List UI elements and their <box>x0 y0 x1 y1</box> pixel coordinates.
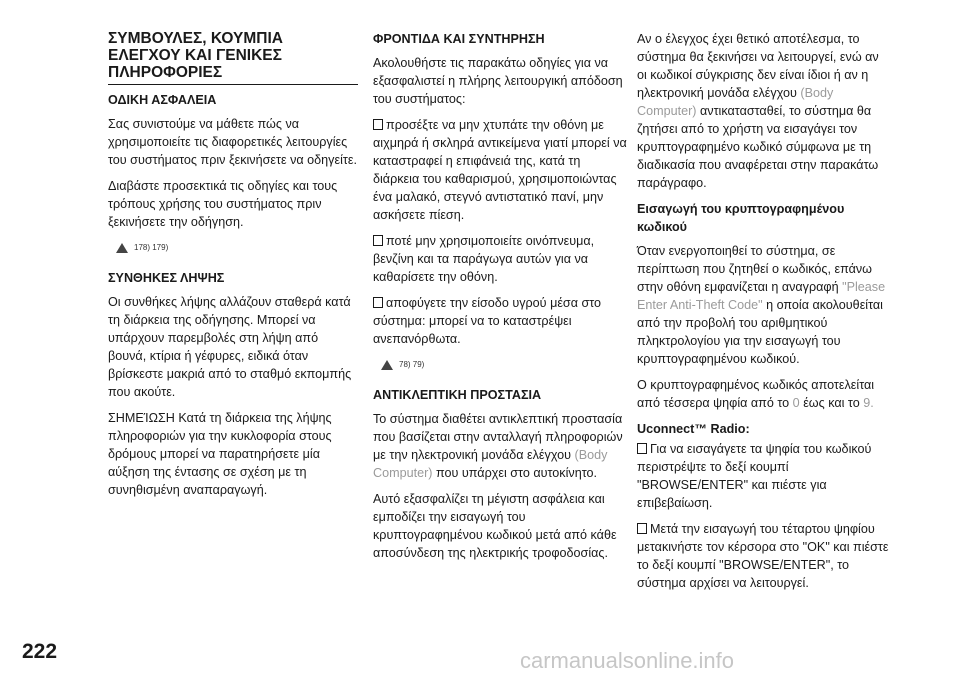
page-number: 222 <box>22 640 58 663</box>
section-title: ΣΥΜΒΟΥΛΕΣ, ΚΟΥΜΠΙΑ ΕΛΕΓΧΟΥ ΚΑΙ ΓΕΝΙΚΕΣ ΠΛΗΡΟΦΟΡΙΕΣ <box>108 30 358 85</box>
bullet-item: αποφύγετε την είσοδο υγρού μέσα στο σύστημα: μπορεί να το καταστρέψει ανεπανόρθωτα. <box>373 296 602 346</box>
heading-code-entry: Εισαγωγή του κρυπτογραφημένου κωδικού <box>637 202 845 234</box>
bullet-item: Μετά την εισαγωγή του τέταρτου ψηφίου μετακινήστε τον κέρσορα στο "OK" και πιέστε το δεξί κουμπί "BROWSE/ENTER", το σύστημα αρχίσει να λειτουργεί. <box>637 522 889 590</box>
paragraph: Σας συνιστούμε να μάθετε πώς να χρησιμοποιείτε τις διαφορετικές λειτουργίες του συστήματος πριν ξεκινήσετε να οδηγείτε. <box>108 117 357 167</box>
column-1 <box>108 30 358 507</box>
warning-ref-text: 178) 179) <box>134 243 169 252</box>
heading-care: ΦΡΟΝΤΙΔΑ ΚΑΙ ΣΥΝΤΗΡΗΣΗ <box>373 32 545 46</box>
warning-ref-text: 78) 79) <box>399 360 425 369</box>
heading-uconnect-radio: Uconnect™ Radio: <box>637 422 750 436</box>
watermark: carmanualsonline.info <box>520 648 735 673</box>
warning-icon <box>116 243 128 253</box>
heading-reception: ΣΥΝΘΗΚΕΣ ΛΗΨΗΣ <box>108 271 225 285</box>
bullet-icon <box>373 297 383 308</box>
bullet-icon <box>373 235 383 246</box>
warning-icon <box>381 360 393 370</box>
paragraph: Αυτό εξασφαλίζει τη μέγιστη ασφάλεια και εμποδίζει την εισαγωγή του κρυπτογραφημένου κωδικού μετά από κάθε αποσύνδεση της ηλεκτρικής τροφοδοσίας. <box>373 492 617 560</box>
bullet-item: προσέξτε να μην χτυπάτε την οθόνη με αιχμηρά ή σκληρά αντικείμενα γιατί μπορεί να καταστραφεί η επιφάνειά της, κατά τη διάρκεια του καθαρισμού, χρησιμοποιώντας ένα μαλακό, στεγνό αντιστατικό πανί, μην ασκήσετε πίεση. <box>373 118 627 222</box>
bullet-icon <box>637 443 647 454</box>
paragraph: Όταν ενεργοποιηθεί το σύστημα, σε περίπτωση που ζητηθεί ο κωδικός, επάνω στην οθόνη εμφανίζεται η αναγραφή "Please Enter Anti-Theft Code" η οποία ακολουθείται από την προβολή του αριθμητικού πληκτρολογίου για την εισαγωγή του κρυπτογραφημένου κωδικού. <box>637 244 886 366</box>
paragraph: ΣΗΜΕΊΩΣΗ Κατά τη διάρκεια της λήψης πληροφοριών για την κυκλοφορία στους δρόμους μπορεί να παρατηρήσετε μία αύξηση της έντασης σε σχέση με τη συνηθισμένη αναπαραγωγή. <box>108 411 332 497</box>
column-2 <box>373 30 628 570</box>
paragraph: Το σύστημα διαθέτει αντικλεπτική προστασία που βασίζεται στην ανταλλαγή πληροφοριών με την ηλεκτρονική μονάδα ελέγχου (Body Computer) που υπάρχει στο αυτοκίνητο. <box>373 412 623 480</box>
heading-road-safety: ΟΔΙΚΗ ΑΣΦΑΛΕΙΑ <box>108 93 217 107</box>
paragraph: Οι συνθήκες λήψης αλλάζουν σταθερά κατά τη διάρκεια της οδήγησης. Μπορεί να υπάρχουν παρεμβολές στη λήψη από βουνά, κτίρια ή γέφυρες, ειδικά όταν βρίσκεστε μακριά από το σταθμό εκπομπής που ακούτε. <box>108 295 352 399</box>
paragraph: Ακολουθήστε τις παρακάτω οδηγίες για να εξασφαλιστεί η πλήρης λειτουργική απόδοση του συστήματος: <box>373 56 623 106</box>
warning-ref <box>381 356 628 374</box>
heading-anti-theft: ΑΝΤΙΚΛΕΠΤΙΚΗ ΠΡΟΣΤΑΣΙΑ <box>373 388 542 402</box>
paragraph: Αν ο έλεγχος έχει θετικό αποτέλεσμα, το σύστημα θα ξεκινήσει να λειτουργεί, ενώ αν οι κωδικοί σύγκρισης δεν είναι ίδιοι ή αν η ηλεκτρονική μονάδα ελέγχου (Body Computer) αντικατασταθεί, το σύστημα θα ζητήσει από το χρήστη να εισαγάγει τον κρυπτογραφημένο κωδικό σύμφωνα με τη διαδικασία που αναφέρεται στην παρακάτω παράγραφο. <box>637 32 879 190</box>
paragraph: Διαβάστε προσεκτικά τις οδηγίες και τους τρόπους χρήσης του συστήματος πριν ξεκινήσετε την οδήγηση. <box>108 179 338 229</box>
bullet-icon <box>637 523 647 534</box>
bullet-item: ποτέ μην χρησιμοποιείτε οινόπνευμα, βενζίνη και τα παράγωγα αυτών για να καθαρίσετε την οθόνη. <box>373 234 595 284</box>
bullet-icon <box>373 119 383 130</box>
side-tab <box>0 0 60 130</box>
paragraph: Ο κρυπτογραφημένος κωδικός αποτελείται από τέσσερα ψηφία από το 0 έως και το 9. <box>637 378 875 410</box>
warning-ref <box>116 239 358 257</box>
column-3 <box>637 30 892 600</box>
bullet-item: Για να εισαγάγετε τα ψηφία του κωδικού περιστρέψτε το δεξί κουμπί "BROWSE/ENTER" και πιέστε για επιβεβαίωση. <box>637 442 872 510</box>
